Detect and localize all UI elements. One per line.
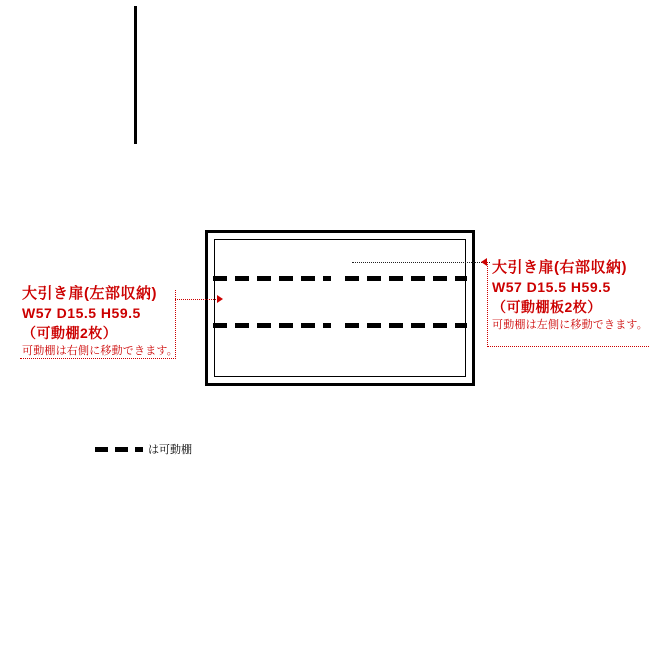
right-leader-pointer bbox=[352, 262, 490, 263]
left-leader-pointer bbox=[175, 299, 220, 300]
callout-right-line2: W57 D15.5 H59.5 bbox=[492, 279, 611, 296]
cabinet-inner-frame bbox=[214, 239, 466, 377]
legend bbox=[95, 441, 192, 457]
right-leader-vertical bbox=[487, 262, 488, 347]
movable-shelf-right-upper bbox=[345, 276, 467, 281]
callout-right-line4: 可動棚は左側に移動できます。 bbox=[492, 319, 648, 332]
legend-label: は可動棚 bbox=[148, 444, 192, 456]
movable-shelf-left-upper bbox=[213, 276, 331, 281]
callout-left-line1: 大引き扉(左部収納) bbox=[22, 285, 157, 302]
legend-dashed-swatch-icon bbox=[95, 447, 143, 452]
movable-shelf-right-lower bbox=[345, 323, 467, 328]
movable-shelf-left-lower bbox=[213, 323, 331, 328]
callout-left-line3: （可動棚2枚） bbox=[22, 325, 118, 342]
cabinet-outline bbox=[205, 230, 475, 386]
callout-right-line1: 大引き扉(右部収納) bbox=[492, 259, 627, 276]
callout-left-line4: 可動棚は右側に移動できます。 bbox=[22, 345, 178, 358]
callout-right bbox=[492, 257, 648, 334]
left-leader-arrowhead-icon bbox=[217, 295, 223, 303]
callout-left-line2: W57 D15.5 H59.5 bbox=[22, 305, 141, 322]
callout-right-line3: （可動棚板2枚） bbox=[492, 299, 602, 316]
right-leader-horizontal-lower bbox=[487, 346, 649, 347]
right-leader-arrowhead-icon bbox=[481, 258, 487, 266]
callout-left bbox=[22, 283, 178, 360]
cabinet-center-divider bbox=[134, 6, 137, 144]
